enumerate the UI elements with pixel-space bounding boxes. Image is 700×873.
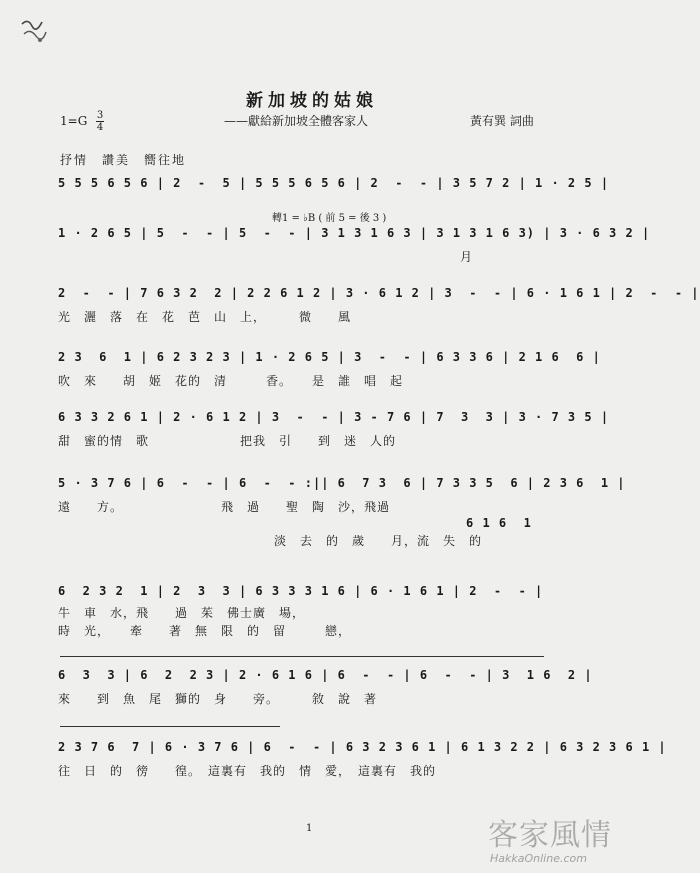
time-signature-top: 3: [96, 110, 104, 121]
jianpu-notes: 6 3 3 2 6 1 | 2 · 6 1 2 | 3 - - | 3 - 7 6 | 7 3 3 | 3 · 7 3 5 |: [58, 410, 610, 424]
lyric-line: 遠 方。 飛 過 聖 陶 沙，飛過: [58, 500, 391, 514]
jianpu-notes: 6 2 3 2 1 | 2 3 3 | 6 3 3 3 1 6 | 6 · 1 6 1 | 2 - - |: [58, 584, 544, 598]
key-signature: 1=G: [60, 114, 88, 128]
jianpu-notes: 1 · 2 6 5 | 5 - - | 5 - - | 3 1 3 1 6 3 | 3 1 3 1 6 3) | 3 · 6 3 2 |: [58, 226, 651, 240]
jianpu-notes: 6 3 3 | 6 2 2 3 | 2 · 6 1 6 | 6 - - | 6 - - | 3 1 6 2 |: [58, 668, 593, 682]
jianpu-notes: 5 · 3 7 6 | 6 - - | 6 - - :|| 6 7 3 6 | 7 3 3 5 6 | 2 3 6 1 |: [58, 476, 626, 490]
lyric-line: 月: [460, 250, 474, 264]
time-signature-bottom: 4: [96, 122, 104, 133]
page-number: 1: [306, 823, 313, 834]
jianpu-notes: 2 - - | 7 6 3 2 2 | 2 2 6 1 2 | 3 · 6 1 2 | 3 - - | 6 · 1 6 1 | 2 - - |: [58, 286, 700, 300]
jianpu-notes: 5 5 5 6 5 6 | 2 - 5 | 5 5 5 6 5 6 | 2 - - | 3 5 7 2 | 1 · 2 5 |: [58, 176, 610, 190]
song-title: 新加坡的姑娘: [246, 91, 378, 111]
lyric-line: 吹 來 胡 姬 花的 清 香。 是 誰 唱 起: [58, 374, 404, 388]
jianpu-notes: 2 3 7 6 7 | 6 · 3 7 6 | 6 - - | 6 3 2 3 6 1 | 6 1 3 2 2 | 6 3 2 3 6 1 |: [58, 740, 667, 754]
lyric-line: 光 灑 落 在 花 芭 山 上， 微 風: [58, 310, 352, 324]
time-signature: [96, 110, 104, 133]
watermark-url: HakkaOnline.com: [490, 852, 587, 865]
corner-scribble-mark: [18, 16, 50, 46]
lyric-line: 時 光， 牽 著 無 限 的 留 戀，: [58, 624, 352, 638]
author-credit: 黃有巽 詞曲: [470, 114, 534, 128]
watermark-logo-text: 客家風情: [488, 818, 612, 853]
lyric-line: 牛 車 水，飛 過 茱 佛士廣 場，: [58, 606, 306, 620]
lyric-line: 來 到 魚 尾 獅的 身 旁。 敘 說 著: [58, 692, 378, 706]
jianpu-notes: 6 1 6 1: [466, 516, 532, 530]
lyric-line: 淡 去 的 歲 月，流 失 的: [274, 534, 483, 548]
tempo-marking: 抒情 讚美 嚮往地: [60, 153, 187, 167]
modulation-note: 轉1 = ♭B ( 前 5 = 後 3 ): [272, 213, 387, 224]
jianpu-notes: 2 3 6 1 | 6 2 3 2 3 | 1 · 2 6 5 | 3 - - | 6 3 3 6 | 2 1 6 6 |: [58, 350, 601, 364]
lyric-line: 往 日 的 徬 徨。 這裏有 我的 情 愛， 這裏有 我的: [58, 764, 437, 778]
volta-bracket-line: [60, 656, 544, 657]
lyric-line: 甜 蜜的情 歌 把我 引 到 迷 人的: [58, 434, 397, 448]
volta-bracket-line: [60, 726, 280, 727]
dedication: ——獻給新加坡全體客家人: [224, 114, 369, 128]
